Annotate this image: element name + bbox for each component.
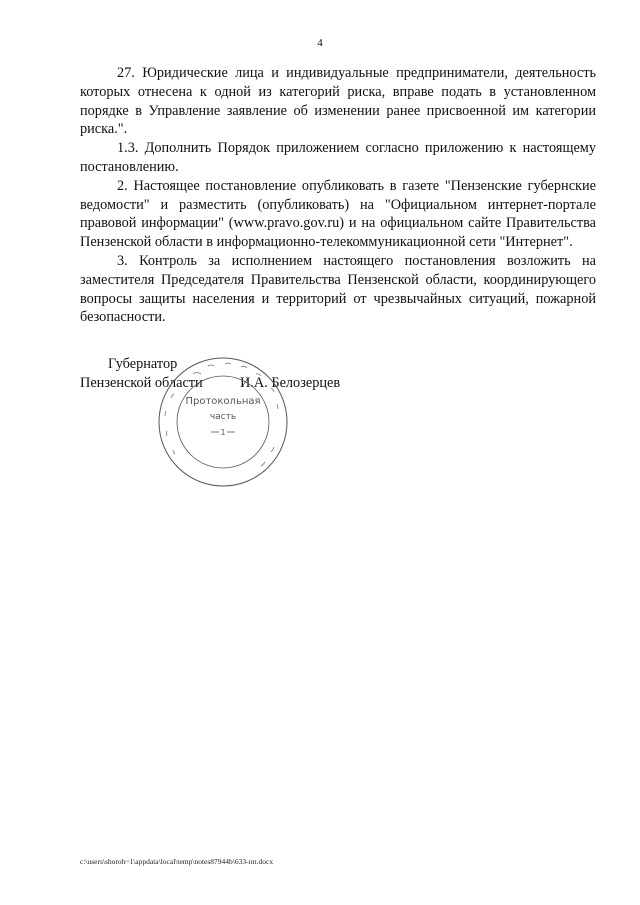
paragraph-item-1-3: 1.3. Дополнить Порядок приложением согласно приложению к настоящему постановлению. [80, 140, 596, 175]
signature-name: И.А. Белозерцев [240, 375, 341, 391]
paragraph-item-2: 2. Настоящее постановление опубликовать в газете "Пензенские губернские ведомости" и разместить (опубликовать) на "Официальном интернет-портале правовой информации" (www.pravo.gov.ru) и на официальном сайте Правительства Пензенской области в информационно-телекоммуникационной сети "Интернет". [80, 177, 596, 251]
official-stamp [153, 352, 293, 492]
paragraph-item-27: 27. Юридические лица и индивидуальные предприниматели, деятельность которых отнесена к одной из категорий риска, вправе подать в установленном порядке в Управление заявление об изменении ранее присвоенной им категории риска.". [80, 65, 596, 138]
signature-title: Губернатор [108, 356, 178, 372]
paragraph-item-3: 3. Контроль за исполнением настоящего постановления возложить на заместителя Председателя Правительства Пензенской области, координирующего вопросы защиты населения и территорий от чрезвычайных ситуаций, пожарной безопасности. [80, 252, 596, 326]
stamp-text-line2: часть [209, 412, 237, 422]
footer-file-path: c:\users\shoroh~1\appdata\local\temp\notes87944b\633-пп.docx [80, 857, 274, 866]
document-body [80, 64, 596, 327]
page-number: 4 [317, 37, 323, 49]
stamp-text-line3: 1 [220, 428, 226, 437]
stamp-text-line1: Протокольная [185, 396, 261, 407]
signature-region: Пензенской области [80, 375, 203, 391]
